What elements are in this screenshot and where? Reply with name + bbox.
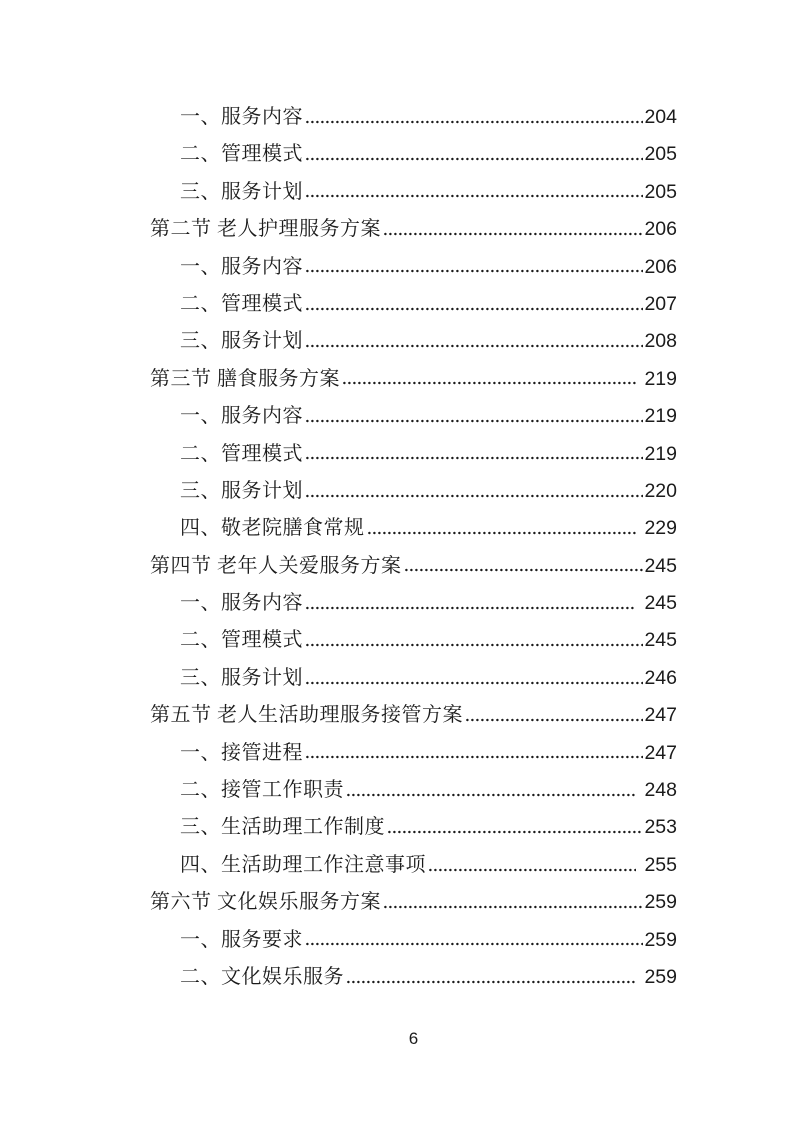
toc-entry-page-number: 245 (644, 592, 677, 615)
toc-entry-label: 一、服务内容 (180, 255, 303, 278)
dot-leader (306, 344, 643, 348)
toc-entry[interactable] (150, 249, 677, 286)
toc-entry[interactable] (150, 473, 677, 510)
toc-entry-label: 三、服务计划 (180, 180, 303, 203)
toc-entry-page-number: 255 (644, 853, 677, 876)
toc-entry[interactable] (150, 398, 677, 435)
toc-entry-page-number: 206 (644, 218, 677, 241)
toc-entry-label: 三、服务计划 (180, 330, 303, 353)
dot-leader (384, 232, 643, 236)
toc-entry[interactable] (150, 772, 677, 809)
footer-page-number: 6 (408, 1029, 419, 1048)
toc-entry-label: 二、接管工作职责 (180, 779, 344, 802)
dot-leader (306, 120, 643, 124)
toc-entry-label: 一、服务要求 (180, 928, 303, 951)
toc-entry-page-number: 246 (644, 666, 677, 689)
toc-entry[interactable] (150, 361, 677, 398)
dot-leader (306, 643, 643, 647)
dot-leader (306, 157, 643, 161)
toc-entry-label: 二、管理模式 (180, 629, 303, 652)
toc-entry-page-number: 253 (644, 816, 677, 839)
toc-entry-label: 四、生活助理工作注意事项 (180, 853, 426, 876)
toc-entry-label: 二、文化娱乐服务 (180, 965, 344, 988)
toc-entry[interactable] (150, 884, 677, 921)
toc-entry-label: 一、服务内容 (180, 405, 303, 428)
toc-entry[interactable] (150, 585, 677, 622)
dot-leader (466, 718, 643, 722)
toc-entry[interactable] (150, 622, 677, 659)
toc-entry-label: 第六节 文化娱乐服务方案 (150, 891, 381, 914)
toc-entry-page-number: 205 (644, 143, 677, 166)
toc-entry-page-number: 219 (644, 367, 677, 390)
toc-entry-page-number: 205 (644, 180, 677, 203)
toc-entry[interactable] (150, 922, 677, 959)
toc-entry[interactable] (150, 436, 677, 473)
toc-entry[interactable] (150, 809, 677, 846)
dot-leader (306, 942, 643, 946)
toc-entry[interactable] (150, 136, 677, 173)
toc-entry-label: 三、服务计划 (180, 479, 303, 502)
toc-entry-page-number: 208 (644, 330, 677, 353)
dot-leader (306, 194, 643, 198)
dot-leader (306, 269, 643, 273)
toc-entry-page-number: 220 (644, 479, 677, 502)
toc-entry-page-number: 259 (644, 928, 677, 951)
toc-entry-label: 二、管理模式 (180, 442, 303, 465)
dot-leader (429, 868, 636, 872)
toc-entry-page-number: 207 (644, 292, 677, 315)
toc-entry-page-number: 229 (644, 517, 677, 540)
toc-entry-page-number: 247 (644, 704, 677, 727)
dot-leader (306, 755, 643, 759)
dot-leader (368, 531, 637, 535)
toc-entry-page-number: 245 (644, 629, 677, 652)
dot-leader (405, 568, 644, 572)
dot-leader (347, 793, 636, 797)
dot-leader (306, 606, 636, 610)
toc-entry-label: 三、生活助理工作制度 (180, 816, 385, 839)
toc-entry-page-number: 206 (644, 255, 677, 278)
toc-entry-page-number: 204 (644, 106, 677, 128)
toc-entry[interactable] (150, 323, 677, 360)
toc-entry-label: 第三节 膳食服务方案 (150, 367, 340, 390)
toc-entry-page-number: 245 (644, 554, 677, 577)
toc-entry[interactable] (150, 735, 677, 772)
dot-leader (384, 905, 643, 909)
toc-entry-page-number: 259 (644, 891, 677, 914)
table-of-contents (150, 99, 677, 996)
toc-entry-label: 一、服务内容 (180, 592, 303, 615)
dot-leader (306, 494, 643, 498)
dot-leader (306, 681, 643, 685)
toc-entry-label: 一、服务内容 (180, 106, 303, 128)
toc-entry-page-number: 219 (644, 442, 677, 465)
toc-entry-label: 二、管理模式 (180, 143, 303, 166)
page-footer (150, 1029, 677, 1049)
toc-entry[interactable] (150, 211, 677, 248)
toc-entry[interactable] (150, 174, 677, 211)
toc-entry-page-number: 259 (644, 965, 677, 988)
toc-entry-label: 一、接管进程 (180, 741, 303, 764)
toc-entry-label: 二、管理模式 (180, 292, 303, 315)
dot-leader (306, 419, 643, 423)
dot-leader (347, 980, 636, 984)
toc-entry[interactable] (150, 286, 677, 323)
toc-entry-page-number: 247 (644, 741, 677, 764)
toc-entry[interactable] (150, 660, 677, 697)
toc-entry[interactable] (150, 847, 677, 884)
toc-entry[interactable] (150, 99, 677, 136)
dot-leader (388, 830, 643, 834)
toc-entry-label: 四、敬老院膳食常规 (180, 517, 365, 540)
dot-leader (343, 381, 636, 385)
toc-entry[interactable] (150, 959, 677, 996)
toc-entry[interactable] (150, 697, 677, 734)
toc-entry-label: 第二节 老人护理服务方案 (150, 218, 381, 241)
toc-entry[interactable] (150, 548, 677, 585)
dot-leader (306, 307, 643, 311)
dot-leader (306, 456, 643, 460)
toc-entry-page-number: 248 (644, 779, 677, 802)
toc-entry-label: 第四节 老年人关爱服务方案 (150, 554, 402, 577)
toc-entry-page-number: 219 (644, 405, 677, 428)
toc-entry[interactable] (150, 510, 677, 547)
toc-entry-label: 三、服务计划 (180, 666, 303, 689)
toc-entry-label: 第五节 老人生活助理服务接管方案 (150, 704, 463, 727)
